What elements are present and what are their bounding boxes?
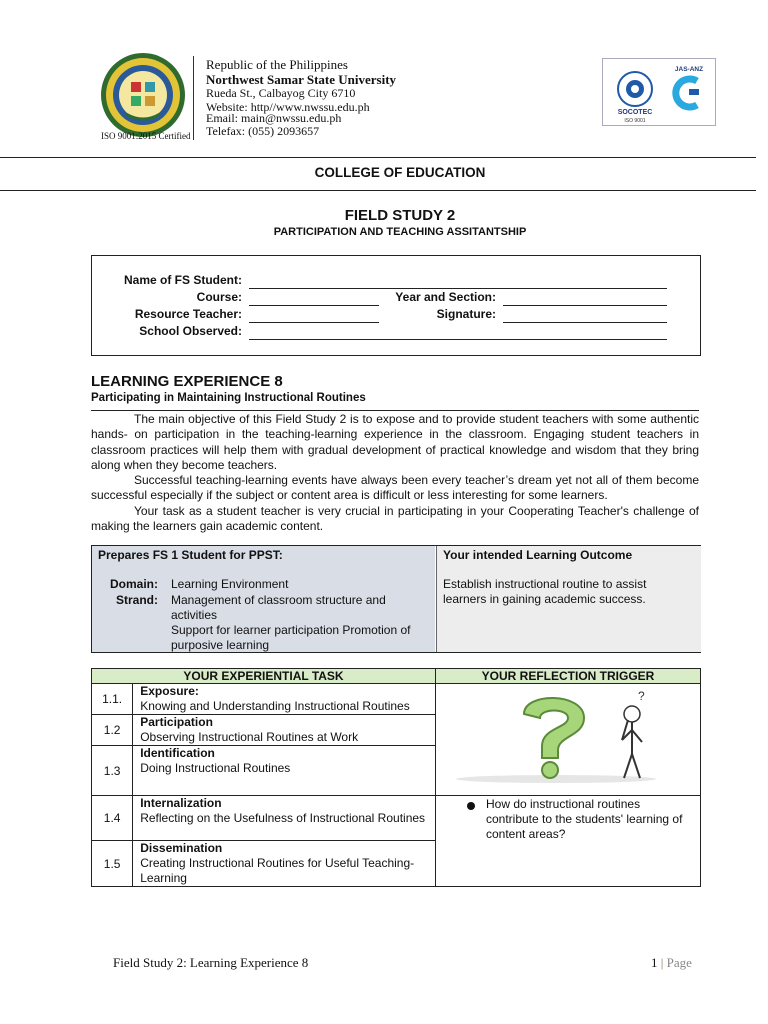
task-cell	[133, 715, 436, 746]
task-title: Internalization	[140, 796, 222, 810]
footer-title: Field Study 2: Learning Experience 8	[113, 955, 309, 970]
school-label: School Observed:	[139, 324, 242, 338]
iso-certified-label: ISO 9001:2015 Certified	[101, 131, 191, 141]
socotec-text: SOCOTEC	[617, 109, 653, 116]
student-info-form	[91, 255, 701, 356]
ppst-left-cell	[92, 546, 435, 652]
intro-paragraph: The main objective of this Field Study 2 is to expose and to provide student teachers with some authentic hands- on participation in the teaching-learning experience in the classroom. Engaging student teachers in classroom practices will help them with gradual development of practical knowledge and wisdom that they bring along when they become teachers.	[91, 412, 699, 472]
task-number: 1.1.	[92, 684, 133, 715]
ppst-table	[91, 545, 701, 653]
task-cell	[133, 746, 436, 796]
page-number	[651, 955, 692, 971]
task-title: Identification	[140, 746, 215, 760]
page-separator: |	[660, 955, 664, 970]
outcome-heading: Your intended Learning Outcome	[443, 548, 633, 562]
task-cell	[133, 841, 436, 887]
signature-field[interactable]	[503, 322, 667, 323]
table-row	[92, 796, 701, 841]
task-desc: Doing Instructional Routines	[140, 761, 291, 775]
task-number: 1.4	[92, 796, 133, 841]
task-desc: Knowing and Understanding Instructional Routines	[140, 699, 410, 713]
task-desc: Reflecting on the Usefulness of Instructional Routines	[140, 811, 426, 825]
strand-label: Strand:	[116, 593, 158, 607]
learning-experience-title: LEARNING EXPERIENCE 8	[91, 373, 283, 390]
task-title: Exposure:	[140, 684, 199, 698]
task-cell	[133, 796, 436, 841]
course-field[interactable]	[249, 305, 379, 306]
ppst-right-cell	[436, 546, 701, 652]
college-heading: COLLEGE OF EDUCATION	[314, 165, 486, 180]
year-section-label: Year and Section:	[395, 290, 496, 304]
domain-label: Domain:	[110, 577, 158, 591]
intro-text	[91, 410, 699, 534]
svg-text:?: ?	[637, 689, 645, 703]
domain-value: Learning Environment	[171, 577, 289, 591]
university-name: Northwest Samar State University	[206, 72, 397, 87]
jas-anz-text: JAS-ANZ	[674, 66, 704, 73]
course-label: Course:	[196, 290, 242, 304]
intro-paragraph: Successful teaching-learning events have always been every teacher’s dream yet not all of them become successful especially if the subject or content area is difficult or less interesting for some learners.	[91, 473, 699, 503]
signature-label: Signature:	[436, 307, 496, 321]
reflection-image-cell	[435, 684, 700, 796]
strand-value-2: Support for learner participation Promotion of purposive learning	[171, 623, 411, 652]
page-word: Page	[666, 955, 692, 970]
ppst-heading: Prepares FS 1 Student for PPST:	[98, 548, 283, 562]
task-desc: Creating Instructional Routines for Useful Teaching-Learning	[140, 856, 415, 885]
trigger-header: YOUR REFLECTION TRIGGER	[435, 669, 700, 684]
address-line: Rueda St., Calbayog City 6710	[206, 86, 356, 100]
outcome-text: Establish instructional routine to assist learners in gaining academic success.	[443, 577, 647, 606]
republic-line: Republic of the Philippines	[206, 57, 348, 72]
resource-teacher-field[interactable]	[249, 322, 379, 323]
reflection-question: How do instructional routines contribute to the students' learning of content areas?	[485, 797, 683, 841]
reflection-question-cell	[435, 796, 700, 887]
task-cell	[133, 684, 436, 715]
task-desc: Observing Instructional Routines at Work	[140, 730, 359, 744]
year-section-field[interactable]	[503, 305, 667, 306]
task-title: Participation	[140, 715, 213, 729]
telefax-line: Telefax: (055) 2093657	[206, 124, 320, 138]
iso-text: ISO 9001	[624, 118, 646, 124]
page-num: 1	[651, 955, 658, 970]
name-field[interactable]	[249, 288, 667, 289]
intro-paragraph: Your task as a student teacher is very crucial in participating in your Cooperating Teacher's challenge of making the learners gain academic content.	[91, 503, 699, 534]
table-row	[92, 684, 701, 715]
page-title: FIELD STUDY 2	[344, 207, 456, 224]
bullet-icon	[467, 802, 475, 810]
school-field[interactable]	[249, 339, 667, 340]
website-line: Website: http//www.nwssu.edu.ph	[206, 100, 370, 114]
experiential-task-table	[91, 668, 701, 887]
college-rule	[0, 190, 756, 191]
page-subtitle: PARTICIPATION AND TEACHING ASSITANTSHIP	[273, 226, 527, 238]
task-title: Dissemination	[140, 841, 223, 855]
task-header: YOUR EXPERIENTIAL TASK	[92, 669, 436, 684]
resource-teacher-label: Resource Teacher:	[134, 307, 242, 321]
task-number: 1.5	[92, 841, 133, 887]
task-number: 1.2	[92, 715, 133, 746]
learning-experience-subtitle: Participating in Maintaining Instructional Routines	[91, 392, 366, 404]
header-divider	[193, 56, 194, 140]
question-thinking-illustration	[436, 684, 700, 792]
certification-badge	[602, 58, 716, 126]
email-line: Email: main@nwssu.edu.ph	[206, 111, 342, 125]
task-number: 1.3	[92, 746, 133, 796]
top-rule	[0, 157, 756, 158]
name-label: Name of FS Student:	[123, 273, 242, 287]
university-seal-logo	[100, 52, 186, 138]
strand-value-1: Management of classroom structure and activities	[171, 593, 386, 622]
